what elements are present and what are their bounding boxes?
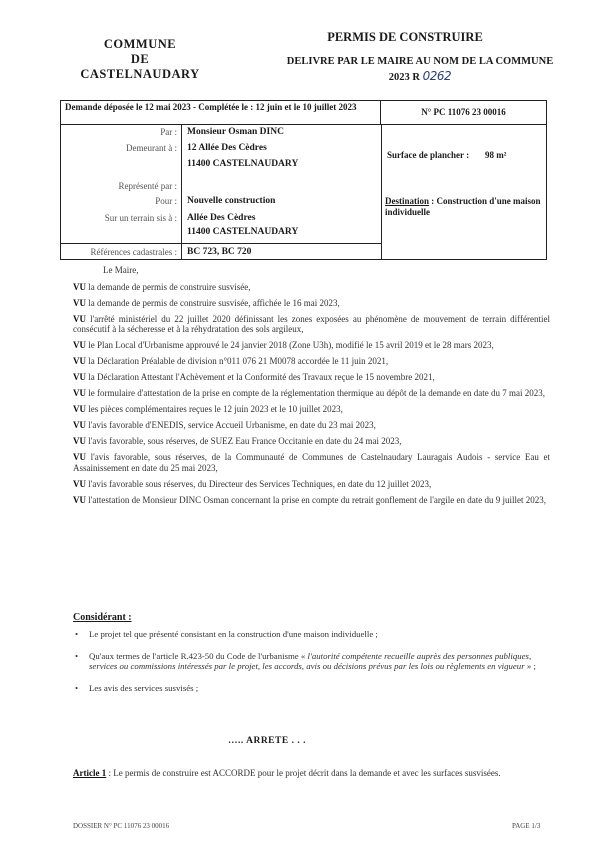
vu-paragraph (73, 420, 550, 431)
vu-paragraph (73, 495, 550, 506)
vu-keyword: VU (73, 388, 86, 398)
vu-keyword: VU (73, 372, 86, 382)
maire-heading: Le Maire, (103, 265, 139, 275)
value-terrain-2: 11400 CASTELNAUDARY (187, 227, 299, 237)
vu-keyword: VU (73, 420, 86, 430)
vu-text: le Plan Local d'Urbanisme approuvé le 24 janvier 2018 (Zone U3h), modifié le 15 avril 2019 et le 28 mars 2023, (86, 340, 494, 350)
vu-paragraph (73, 282, 550, 293)
vu-keyword: VU (73, 436, 86, 446)
vu-paragraph (73, 436, 550, 447)
commune-line-2: DE (130, 52, 150, 66)
list-item (75, 629, 550, 640)
considerant-heading: Considérant : (73, 612, 132, 623)
list-item (75, 683, 550, 694)
article-label: Article 1 (73, 768, 107, 778)
value-demeurant-1: 12 Allée Des Cèdres (187, 143, 267, 153)
bullet-icon: • (75, 650, 79, 661)
vu-paragraph (73, 298, 550, 309)
info-table-top-row (61, 101, 546, 125)
vu-text: la demande de permis de construire susvisée, affichée le 16 mai 2023, (86, 297, 340, 308)
permit-title-line-1: PERMIS DE CONSTRUIRE (327, 30, 483, 44)
value-demeurant-2: 11400 CASTELNAUDARY (187, 159, 299, 169)
commune-line-3: CASTELNAUDARY (80, 67, 200, 81)
vu-keyword: VU (73, 478, 86, 489)
label-demeurant: Demeurant à : (126, 143, 177, 153)
value-par: Monsieur Osman DINC (187, 127, 284, 137)
permit-title (250, 30, 590, 85)
vu-text: l'avis favorable sous réserves, du Directeur des Services Techniques, en date du 12 juillet 2023, (86, 478, 432, 489)
surface-value: 98 m² (485, 150, 507, 160)
vu-paragraph (73, 356, 550, 367)
considerant-1: Le projet tel que présenté consistant en la construction d'une maison individuelle ; (89, 629, 378, 639)
demande-date: Demande déposée le 12 mai 2023 - Complétée le : 12 juin et le 10 juillet 2023 (61, 101, 381, 124)
list-item (75, 651, 550, 672)
surface-label: Surface de plancher : (387, 150, 470, 160)
considerant-3: Les avis des services susvisés ; (89, 682, 199, 693)
commune-header (70, 37, 210, 82)
considerant-2-start: Qu'aux termes de l'article R.423-50 du Code de l'urbanisme « (89, 650, 308, 661)
applicant-section (61, 124, 382, 259)
permit-number: N° PC 11076 23 00016 (421, 107, 506, 117)
article-text: : Le permis de construire est ACCORDE pour le projet décrit dans la demande et avec les surfaces susvisées. (106, 768, 501, 778)
considerant-2-quote: l'autorité compétente recueille auprès des personnes publiques, services ou commissions intéressés par le projet, les accords, avis ou décisions prévus par les lois ou règlements en vigueur (89, 650, 532, 671)
vu-text: les pièces complémentaires reçues le 12 juin 2023 et le 10 juillet 2023, (86, 404, 343, 414)
vu-text: la Déclaration Préalable de division n°011 076 21 M0078 accordée le 11 juin 2021, (86, 356, 389, 366)
vu-keyword: VU (73, 494, 86, 505)
arrete-heading: ….. ARRETE . . . (228, 736, 306, 746)
vu-text: la Déclaration Attestant l'Achèvement et la Conformité des Travaux reçue le 15 novembre 2021, (86, 372, 435, 382)
vu-list (73, 282, 550, 506)
label-represente: Représenté par : (118, 181, 177, 191)
label-references: Références cadastrales : (90, 247, 177, 257)
vu-keyword: VU (73, 281, 86, 292)
footer-page-number: PAGE 1/3 (512, 822, 541, 830)
bullet-icon: • (75, 629, 79, 639)
vu-paragraph (73, 404, 550, 415)
vu-text: l'avis favorable, sous réserves, de la Communauté de Communes de Castelnaudary Lauragais Audois - service Eau et Assainissement en date du 25 mai 2023, (73, 452, 550, 473)
destination-text (385, 196, 543, 218)
vu-paragraph (73, 372, 550, 383)
vu-text: le formulaire d'attestation de la prise en compte de la réglementation thermique au dépôt de la demande en date du 7 mai 2023, (86, 388, 545, 398)
value-pour: Nouvelle construction (187, 196, 276, 206)
references-divider (61, 243, 381, 244)
vu-paragraph (73, 479, 550, 490)
vu-text: la demande de permis de construire susvisée, (86, 281, 251, 292)
vu-keyword: VU (73, 404, 86, 414)
permit-year-prefix: 2023 R (388, 72, 421, 83)
considerant-list (75, 629, 550, 704)
info-table (60, 100, 547, 260)
considerant-2-end: » ; (524, 661, 536, 671)
destination-label: Destination (385, 196, 430, 206)
footer-dossier: DOSSIER N° PC 11076 23 00016 (73, 822, 170, 830)
value-references: BC 723, BC 720 (187, 247, 252, 257)
article-1 (73, 768, 549, 779)
vu-text: l'attestation de Monsieur DINC Osman concernant la prise en compte du retrait gonflement de l'argile en date du 9 juillet 2023, (86, 494, 546, 505)
label-par: Par : (160, 127, 177, 137)
vu-paragraph (73, 388, 550, 399)
label-pour: Pour : (155, 196, 177, 206)
vu-keyword: VU (73, 356, 86, 366)
permit-title-line-2: DELIVRE PAR LE MAIRE AU NOM DE LA COMMUNE (286, 56, 554, 67)
value-terrain-1: Allée Des Cèdres (187, 213, 256, 223)
vu-text: l'arrêté ministériel du 22 juillet 2020 définissant les zones exposées au phénomène de mouvement de terrain différentiel consécutif à la sécheresse et à la réhydratation des sols argileux, (73, 313, 550, 334)
vu-keyword: VU (73, 297, 86, 308)
vu-paragraph (73, 340, 550, 351)
destination-value: : Construction d'une maison individuelle (385, 196, 541, 217)
vu-text: l'avis favorable d'ENEDIS, service Accueil Urbanisme, en date du 23 mai 2023, (86, 420, 376, 430)
vu-text: l'avis favorable, sous réserves, de SUEZ Eau France Occitanie en date du 24 mai 2023, (86, 436, 402, 446)
label-terrain: Sur un terrain sis à : (104, 213, 177, 223)
permit-title-line-3 (250, 69, 590, 85)
commune-line-1: COMMUNE (103, 37, 177, 51)
vu-keyword: VU (73, 313, 86, 324)
vu-keyword: VU (73, 452, 86, 462)
label-column (61, 124, 182, 259)
surface-section (381, 124, 546, 259)
vu-keyword: VU (73, 340, 86, 350)
handwritten-permit-number: 0262 (422, 69, 452, 83)
vu-paragraph (73, 452, 550, 473)
body-text (73, 265, 550, 511)
bullet-icon: • (75, 682, 79, 693)
vu-paragraph (73, 314, 550, 335)
